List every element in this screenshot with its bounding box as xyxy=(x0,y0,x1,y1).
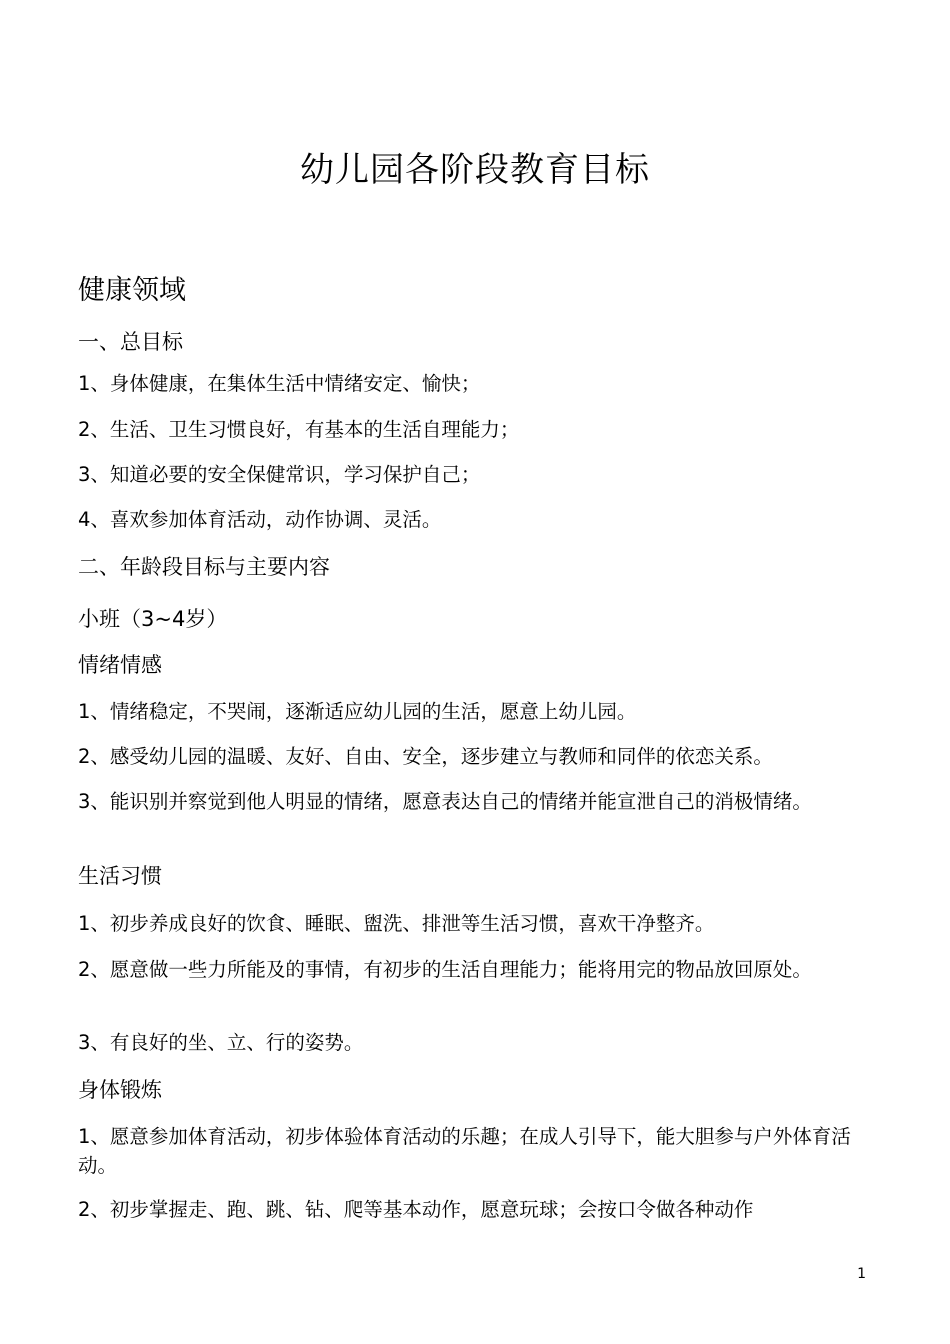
goal-item: 1、身体健康，在集体生活中情绪安定、愉快； xyxy=(78,372,481,395)
habit-item: 3、有良好的坐、立、行的姿势。 xyxy=(78,1031,364,1054)
exercise-item: 2、初步掌握走、跑、跳、钻、爬等基本动作，愿意玩球；会按口令做各种动作 xyxy=(78,1198,754,1221)
exercise-item: 1、愿意参加体育活动，初步体验体育活动的乐趣；在成人引导下，能大胆参与户外体育活动。 xyxy=(78,1125,851,1177)
emotion-item: 1、情绪稳定，不哭闹，逐渐适应幼儿园的生活，愿意上幼儿园。 xyxy=(78,700,637,723)
goal-item: 4、喜欢参加体育活动，动作协调、灵活。 xyxy=(78,508,442,531)
section-heading-overall-goals: 一、总目标 xyxy=(78,330,183,354)
page-number: 1 xyxy=(857,1266,866,1282)
goal-item: 3、知道必要的安全保健常识，学习保护自己； xyxy=(78,463,481,486)
habit-item: 2、愿意做一些力所能及的事情，有初步的生活自理能力；能将用完的物品放回原处。 xyxy=(78,958,812,981)
section-heading-age-goals: 二、年龄段目标与主要内容 xyxy=(78,555,330,579)
habit-item: 1、初步养成良好的饮食、睡眠、盥洗、排泄等生活习惯，喜欢干净整齐。 xyxy=(78,912,715,935)
emotion-item: 2、感受幼儿园的温暖、友好、自由、安全，逐步建立与教师和同伴的依恋关系。 xyxy=(78,745,773,768)
page-title: 幼儿园各阶段教育目标 xyxy=(300,150,650,190)
class-heading: 小班（3~4岁） xyxy=(78,607,228,631)
emotion-item: 3、能识别并察觉到他人明显的情绪，愿意表达自己的情绪并能宣泄自己的消极情绪。 xyxy=(78,790,812,813)
subheading-habits: 生活习惯 xyxy=(78,864,162,888)
subheading-exercise: 身体锻炼 xyxy=(78,1078,162,1102)
subheading-emotion: 情绪情感 xyxy=(78,653,162,677)
domain-heading: 健康领域 xyxy=(78,275,186,306)
goal-item: 2、生活、卫生习惯良好，有基本的生活自理能力； xyxy=(78,418,520,441)
